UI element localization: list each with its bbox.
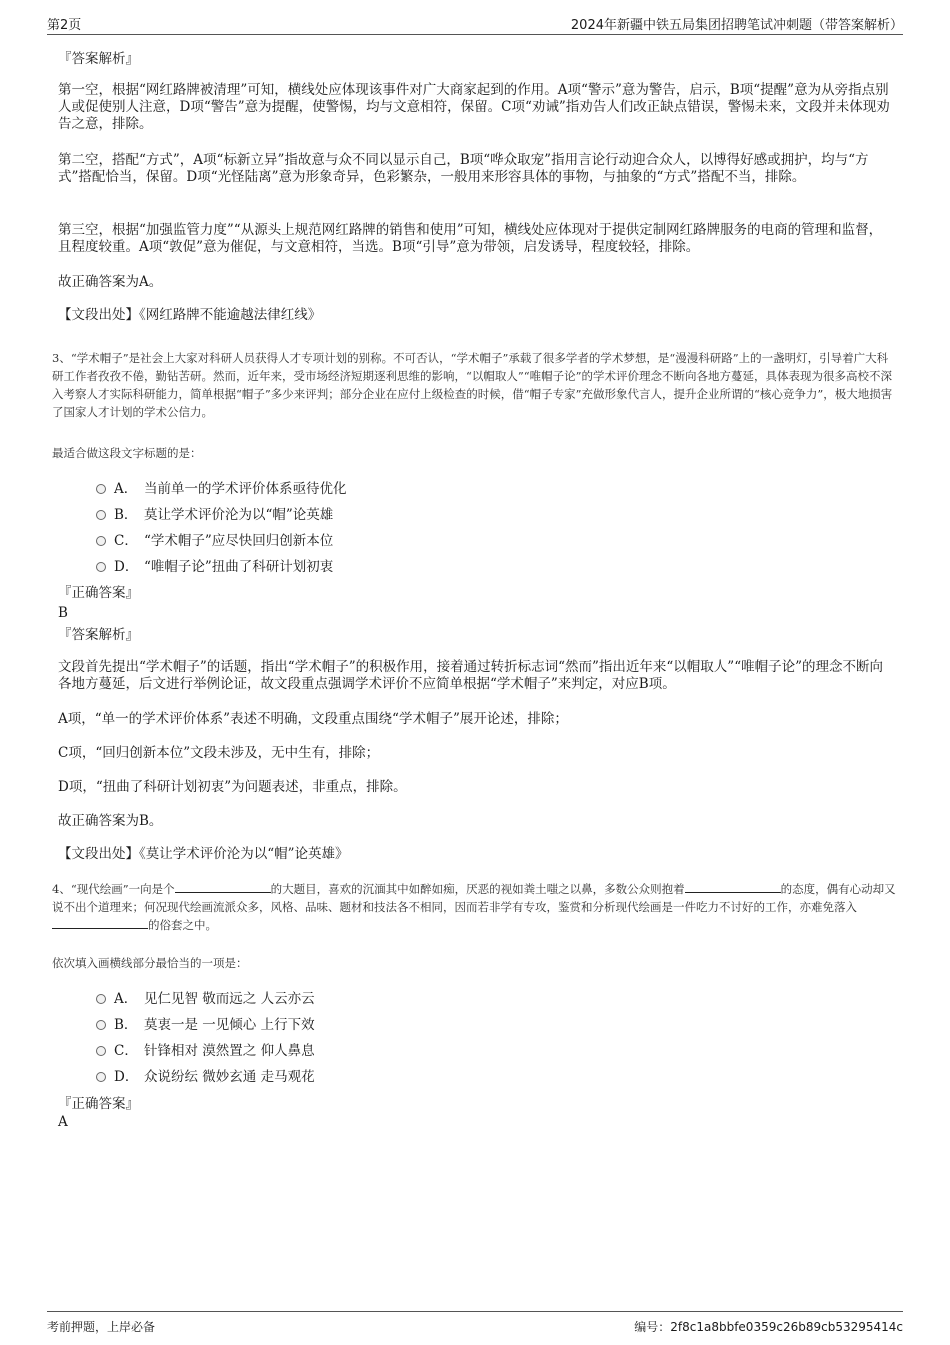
q4-option-d[interactable]: D． 众说纷纭 微妙玄通 走马观花 [96,1068,315,1086]
answer-blank-1 [175,881,271,893]
q3-option-a[interactable]: A． 当前单一的学术评价体系亟待优化 [96,480,347,498]
q4-stem: 4、“现代绘画”一向是个 的大题目，喜欢的沉湎其中如醉如痴，厌恶的视如粪土嗤之以鼻，多数公众则抱着 的态度，偶有心动却又说不出个道理来；何况现代绘画流派众多，风格、品味、题材和技法各不相同，因而若非学有专攻，鉴赏和分析现代绘画是一件吃力不讨好的工作，亦难免落入的俗套之中。 [52,882,896,932]
page-number: 第2页 [47,18,82,33]
radio-icon[interactable] [96,536,106,546]
radio-icon[interactable] [96,484,106,494]
q2-analysis-p2: 第二空，搭配“方式”，A项“标新立异”指故意与众不同以显示自己，B项“哗众取宠”指用言论行动迎合众人，以博得好感或拥护，均与“方式”搭配恰当，保留。D项“光怪陆离”意为形象奇异，色彩繁杂，一般用来形容具体的事物，与抽象的“方式”搭配不当，排除。 [58,152,869,185]
q3-option-b[interactable]: B． 莫让学术评价沦为以“帽”论英雄 [96,506,333,524]
q4-option-b[interactable]: B． 莫衷一是 一见倾心 上行下效 [96,1016,315,1034]
answer-blank-2 [685,881,781,893]
q2-source: 【文段出处】《网红路牌不能逾越法律红线》 [58,307,322,323]
radio-icon[interactable] [96,510,106,520]
q3-answer: B [58,605,68,621]
radio-icon[interactable] [96,994,106,1004]
q4-answer: A [58,1114,68,1130]
q3-analysis-p2: A项，“单一的学术评价体系”表述不明确，文段重点围绕“学术帽子”展开论述，排除； [58,711,568,727]
q4-answer-label: 『正确答案』 [58,1096,139,1112]
q3-analysis-label: 『答案解析』 [58,627,139,643]
radio-icon[interactable] [96,1072,106,1082]
q2-analysis-p1: 第一空，根据“网红路牌被清理”可知，横线处应体现该事件对广大商家起到的作用。A项“警示”意为警告，启示，B项“提醒”意为从旁指点别人或促使别人注意，D项“警告”意为提醒，使警惕，均与文意相符，保留。C项“劝诫”指劝告人们改正缺点错误，警惕未来，文段并未体现劝告之意，排除。 [58,82,890,132]
document-id: 编号：2f8c1a8bbfe0359c26b89cb53295414c [634,1320,903,1334]
document-title: 2024年新疆中铁五局集团招聘笔试冲刺题（带答案解析） [570,18,903,33]
q4-option-c[interactable]: C． 针锋相对 漠然置之 仰人鼻息 [96,1042,315,1060]
page-header [47,14,903,35]
q4-prompt: 依次填入画横线部分最恰当的一项是： [52,956,248,970]
q3-option-d[interactable]: D． “唯帽子论”扭曲了科研计划初衷 [96,558,333,576]
radio-icon[interactable] [96,562,106,572]
q3-answer-label: 『正确答案』 [58,585,139,601]
q3-option-c[interactable]: C． “学术帽子”应尽快回归创新本位 [96,532,333,550]
q4-option-a[interactable]: A． 见仁见智 敬而远之 人云亦云 [96,990,315,1008]
q3-conclusion: 故正确答案为B。 [58,813,163,829]
q2-analysis-label: 『答案解析』 [58,51,139,67]
q2-conclusion: 故正确答案为A。 [58,274,163,290]
answer-blank-3 [52,917,148,929]
page-footer [47,1311,903,1338]
radio-icon[interactable] [96,1020,106,1030]
q3-analysis-p1: 文段首先提出“学术帽子”的话题，指出“学术帽子”的积极作用，接着通过转折标志词“然而”指出近年来“以帽取人”“唯帽子论”的理念不断向各地方蔓延，后文进行举例论证，故文段重点强调学术评价不应简单根据“学术帽子”来判定，对应B项。 [58,659,884,692]
footer-slogan: 考前押题，上岸必备 [47,1320,156,1334]
q3-analysis-p4: D项，“扭曲了科研计划初衷”为问题表述，非重点，排除。 [58,779,407,795]
q3-analysis-p3: C项，“回归创新本位”文段未涉及，无中生有，排除； [58,745,380,761]
q3-source: 【文段出处】《莫让学术评价沦为以“帽”论英雄》 [58,846,349,862]
q2-analysis-p3: 第三空，根据“加强监管力度”“从源头上规范网红路牌的销售和使用”可知，横线处应体现对于提供定制网红路牌服务的电商的管理和监督，且程度较重。A项“敦促”意为催促，与文意相符，当选。B项“引导”意为带领，启发诱导，程度较轻，排除。 [58,222,883,255]
q3-prompt: 最适合做这段文字标题的是： [52,446,202,460]
q3-stem: 3、“学术帽子”是社会上大家对科研人员获得人才专项计划的别称。不可否认，“学术帽子”承载了很多学者的学术梦想，是“漫漫科研路”上的一盏明灯，引导着广大科研工作者孜孜不倦，勤钻苦研。然而，近年来，受市场经济短期逐利思维的影响，“以帽取人”“唯帽子论”的学术评价理念不断向各地方蔓延，具体表现为很多高校不深入考察人才实际科研能力，简单根据“帽子”多少来评判；部分企业在应付上级检查的时候，借“帽子专家”充做形象代言人，提升企业所谓的“核心竞争力”，极大地损害了国家人才计划的学术公信力。 [52,351,893,419]
radio-icon[interactable] [96,1046,106,1056]
